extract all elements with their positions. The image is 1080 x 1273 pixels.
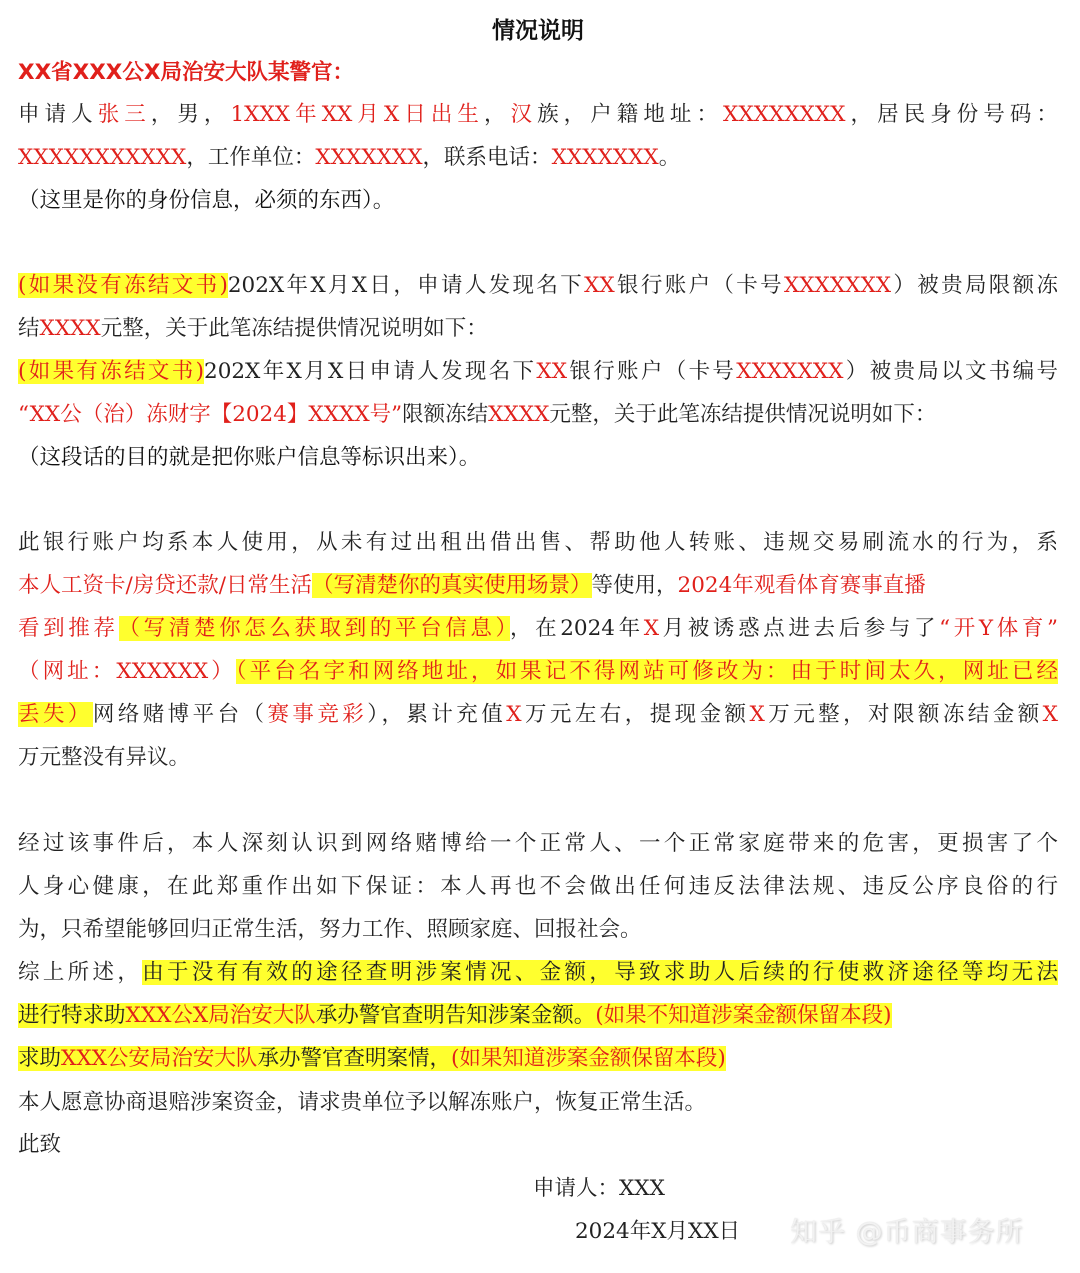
text: 银行账户（卡号 (567, 359, 737, 384)
frozen-amount: XXXX (39, 316, 101, 341)
usage-line-4 (18, 657, 1058, 687)
pledge-line-7: 本人愿意协商退赔涉案资金，请求贵单位予以解冻账户，恢复正常生活。 (18, 1090, 707, 1115)
text: 网络赌博平台（ (92, 702, 268, 727)
text: 结 (18, 316, 40, 341)
identity-line-1 (18, 100, 1058, 130)
text: 202X年X月X日申请人发现名下 (204, 359, 537, 384)
greeting (18, 58, 354, 88)
text: 求助 (18, 1046, 62, 1071)
text: 承办警官查明案情， (257, 1046, 451, 1071)
pledge-line-4 (18, 958, 1058, 988)
use-hint: （写清楚你的真实使用场景） (312, 573, 592, 598)
text: ，在2024年 (509, 616, 644, 641)
deposit: X (506, 702, 522, 727)
hint: (如果知道涉案金额保留本段) (450, 1046, 726, 1071)
text: ，工作单位： (186, 145, 316, 170)
text: ，联系电话： (422, 145, 552, 170)
identity-line-2 (18, 143, 680, 173)
closing: 此致 (18, 1132, 62, 1157)
signature-date: 2024年X月XX日 (575, 1219, 741, 1244)
text: 族，户籍地址： (537, 102, 724, 127)
highlight (18, 1003, 892, 1028)
text: ， (483, 102, 511, 127)
phone: XXXXXXX (551, 145, 659, 170)
bank: XX (584, 273, 615, 298)
freeze-line-2 (18, 314, 488, 344)
text: 等使用， (591, 573, 678, 598)
source: 看到推荐 (18, 616, 119, 641)
withdraw: X (749, 702, 765, 727)
text: ）被贵局限额冻 (891, 273, 1058, 298)
usage-line-1: 此银行账户均系本人使用，从未有过出租出借出售、帮助他人转账、违规交易刷流水的行为，系 (18, 530, 1058, 555)
text: 元整，关于此笔冻结提供情况说明如下： (100, 316, 488, 341)
greeting-text: XX省XXX公X局治安大队某警官： (18, 60, 354, 85)
category: 赛事竞彩 (267, 702, 368, 727)
pledge-line-5 (18, 1001, 892, 1031)
unit: XXX公安局治安大队 (61, 1046, 258, 1071)
text: 万元左右，提现金额 (521, 702, 750, 727)
use-case: 本人工资卡/房贷还款/日常生活 (18, 573, 312, 598)
identity-note: （这里是你的身份信息，必须的东西）。 (18, 188, 395, 213)
usage-line-3 (18, 614, 1058, 644)
text: 202X年X月X日，申请人发现名下 (227, 273, 585, 298)
text: ）被贵局以文书编号 (843, 359, 1058, 384)
frozen: X (1042, 702, 1058, 727)
address: XXXXXXXX (723, 102, 846, 127)
text: 承办警官查明告知涉案金额。 (315, 1003, 596, 1028)
applicant-signature: 申请人：XXX (533, 1176, 665, 1201)
text: 万元整，对限额冻结金额 (764, 702, 1043, 727)
freeze-line-4 (18, 400, 936, 430)
freeze-note: （这段话的目的就是把你账户信息等标识出来）。 (18, 445, 481, 470)
text: 综上所述， (18, 960, 143, 985)
freeze-line-1 (18, 271, 1058, 301)
text: 月被诱惑点进去后参与了 (659, 616, 940, 641)
has-doc-tag: (如果有冻结文书) (18, 359, 205, 384)
pledge-line-6 (18, 1044, 726, 1074)
pledge-line-2: 人身心健康，在此郑重作出如下保证：本人再也不会做出任何违反法律法规、违反公序良俗的行 (18, 874, 1058, 899)
highlight: 由于没有有效的途径查明涉案情况、金额，导致求助人后续的行使救济途径等均无法 (142, 960, 1058, 985)
usage-line-5 (18, 700, 1058, 730)
freeze-line-3 (18, 357, 1058, 387)
frozen-amount: XXXX (488, 402, 550, 427)
text: 进行特求助 (18, 1003, 126, 1028)
bank: XX (536, 359, 568, 384)
source-hint: （写清楚你怎么获取到的平台信息） (118, 616, 510, 641)
text: 限额冻结 (402, 402, 489, 427)
usage-line-6: 万元整没有异议。 (18, 745, 191, 770)
pledge-line-3: 为，只希望能够回归正常生活，努力工作、照顾家庭、回报社会。 (18, 917, 642, 942)
text: 元整，关于此笔冻结提供情况说明如下： (549, 402, 937, 427)
usage-line-2 (18, 571, 926, 601)
watermark: 知乎 @币商事务所 (790, 1217, 1024, 1248)
site-hint: （平台名字和网络地址，如果记不得网站可修改为：由于时间太久，网址已经 (235, 659, 1058, 684)
text: 银行账户（卡号 (614, 273, 784, 298)
applicant-name: 张三 (97, 102, 151, 127)
text: ，男， (150, 102, 231, 127)
employer: XXXXXXX (315, 145, 423, 170)
no-doc-tag: (如果没有冻结文书) (18, 273, 228, 298)
birth-date: 1XXX年XX月X日出生 (230, 102, 484, 127)
document-title: 情况说明 (492, 18, 584, 44)
site: （网址：XXXXXX） (18, 659, 236, 684)
month: X (643, 616, 660, 641)
document-number: “XX公（治）冻财字【2024】XXXX号” (18, 402, 403, 427)
hint: (如果不知道涉案金额保留本段) (595, 1003, 892, 1028)
pledge-line-1: 经过该事件后，本人深刻认识到网络赌博给一个正常人、一个正常家庭带来的危害，更损害了个 (18, 831, 1058, 856)
card-number: XXXXXXX (736, 359, 844, 384)
text: ，居民身份号码： (845, 102, 1058, 127)
unit: XXX公X局治安大队 (125, 1003, 316, 1028)
highlight (18, 1046, 726, 1071)
platform-name: “开Y体育” (939, 616, 1058, 641)
card-number: XXXXXXX (783, 273, 892, 298)
ethnicity: 汉 (510, 102, 538, 127)
site-hint: 丢失） (18, 702, 93, 727)
text: ），累计充值 (367, 702, 507, 727)
text: 。 (658, 145, 681, 170)
id-number: XXXXXXXXXXX (18, 145, 187, 170)
text: 申请人 (18, 102, 98, 127)
source: 2024年观看体育赛事直播 (677, 573, 926, 598)
